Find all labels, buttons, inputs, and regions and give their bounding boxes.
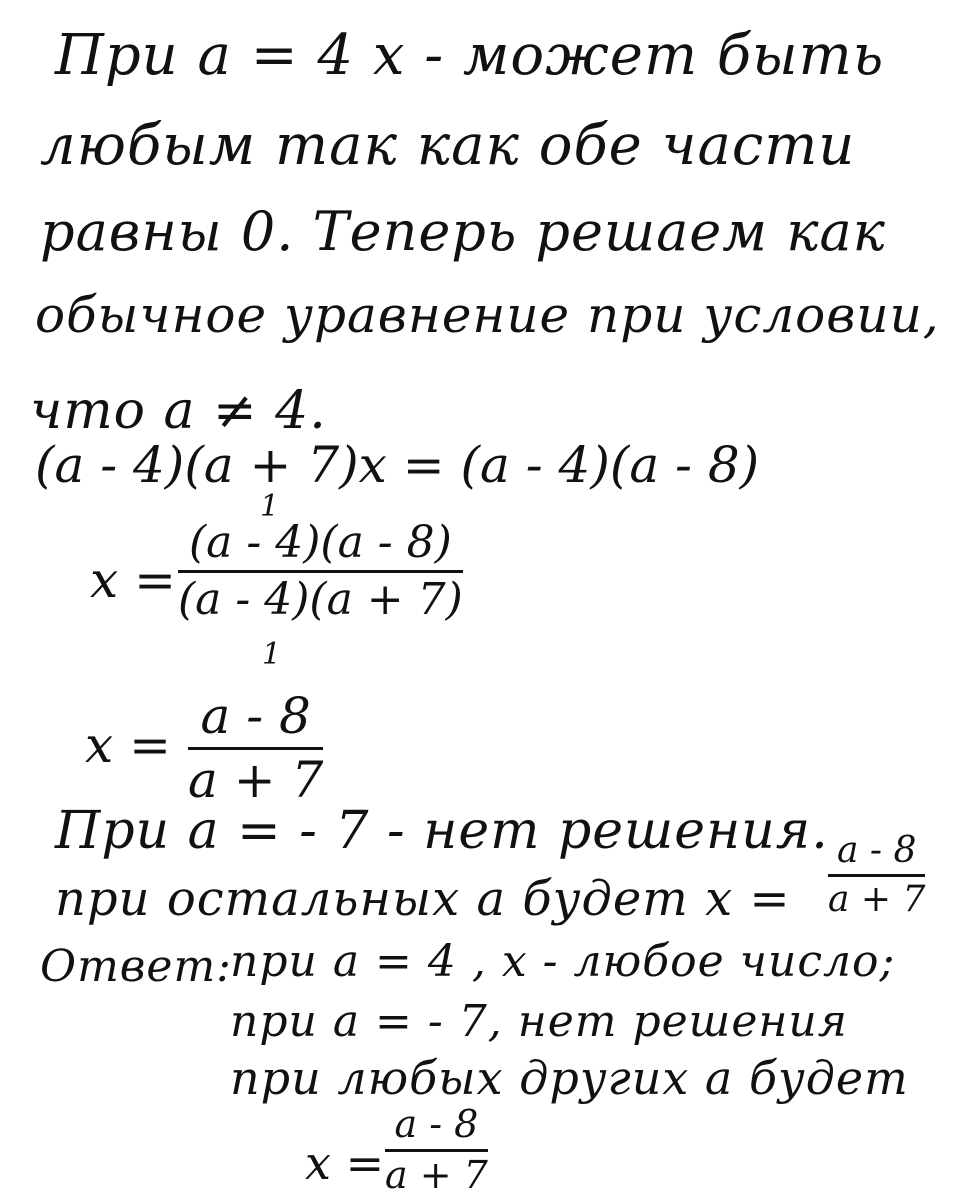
step1-lhs: x =: [90, 551, 176, 609]
step1-denominator: (a - 4)(a + 7): [178, 574, 463, 626]
step2-lhs: x =: [85, 716, 171, 774]
text-line-3: равны 0. Теперь решаем как: [40, 200, 886, 263]
step1-numerator: (a - 4)(a - 8): [189, 517, 452, 568]
conclusion-line-2: при остальных a будет x =: [55, 871, 791, 927]
answer-final-numerator: a - 8: [394, 1102, 479, 1146]
conclusion-denominator: a + 7: [828, 878, 926, 920]
step2-numerator: a - 8: [200, 687, 311, 745]
cancel-mark-top: 1: [260, 489, 280, 524]
answer-line-1: при a = 4 , x - любое число;: [230, 936, 896, 987]
answer-line-3: при любых других a будет: [230, 1051, 909, 1105]
text-line-1: При a = 4 x - может быть: [55, 23, 885, 88]
answer-line-2: при a = - 7, нет решения: [230, 996, 848, 1047]
equation-main: (a - 4)(a + 7)x = (a - 4)(a - 8): [35, 436, 760, 494]
fraction-bar: [828, 874, 925, 877]
conclusion-line-1: При a = - 7 - нет решения.: [55, 801, 829, 861]
step2-denominator: a + 7: [188, 750, 324, 809]
step1-fraction: [178, 517, 463, 626]
text-line-4: обычное уравнение при условии,: [35, 286, 940, 344]
conclusion-fraction: [828, 832, 925, 919]
answer-final-denominator: a + 7: [385, 1152, 488, 1197]
step2-fraction: [188, 687, 324, 809]
fraction-bar: [188, 747, 323, 750]
conclusion-numerator: a - 8: [837, 830, 917, 871]
answer-final-fraction: [385, 1102, 488, 1197]
text-line-5: что a ≠ 4.: [30, 381, 327, 441]
text-line-2: любым так как обе части: [40, 113, 856, 178]
answer-label: Ответ:: [40, 941, 232, 992]
fraction-bar: [385, 1149, 488, 1152]
fraction-bar: [178, 570, 463, 573]
answer-final-lhs: x =: [305, 1136, 385, 1190]
cancel-mark-bottom: 1: [262, 637, 282, 672]
